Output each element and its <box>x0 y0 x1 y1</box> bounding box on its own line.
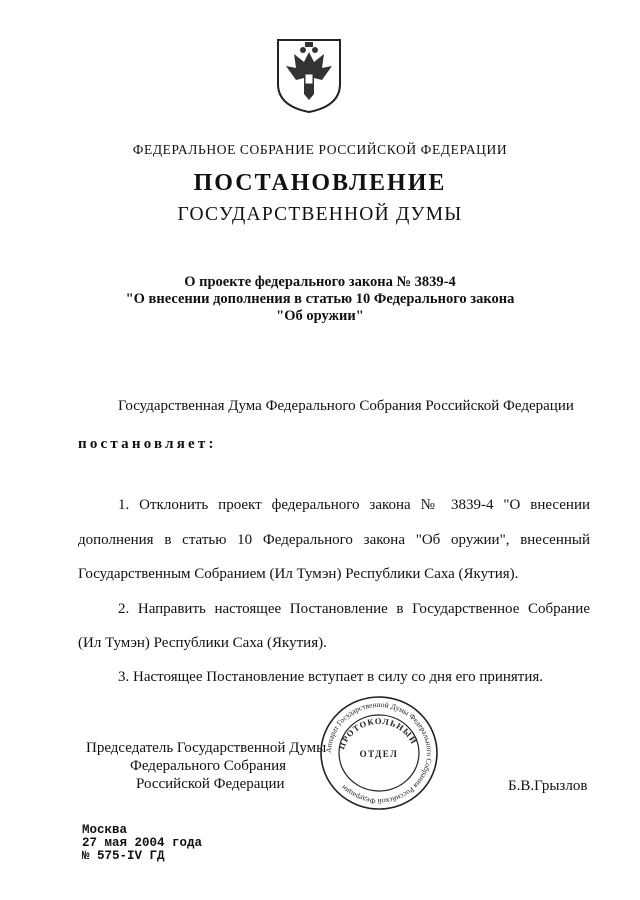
office-stamp <box>318 694 440 812</box>
item-3: 3. Настоящее Постановление вступает в силу со дня его принятия. <box>118 669 544 685</box>
signature-title-line-3: Российской Федерации <box>136 776 285 792</box>
subject-line-2: "О внесении дополнения в статью 10 Федерального закона <box>125 291 515 307</box>
stamp-center-text: ОТДЕЛ <box>359 749 399 759</box>
item-1-line-2: дополнения в статью 10 Федерального закона "Об оружии", внесенный <box>78 532 590 548</box>
subject-line-1: О проекте федерального закона № 3839-4 <box>184 274 456 290</box>
signatory-name: Б.В.Грызлов <box>508 778 588 794</box>
city: Москва <box>82 823 128 837</box>
document-type: ПОСТАНОВЛЕНИЕ <box>193 170 447 196</box>
item-2-line-2: (Ил Тумэн) Республики Саха (Якутия). <box>78 635 327 651</box>
preamble: Государственная Дума Федерального Собрания Российской Федерации <box>118 398 574 414</box>
coat-of-arms-icon <box>274 36 344 114</box>
document-number: № 575-IV ГД <box>82 849 165 863</box>
date: 27 мая 2004 года <box>82 836 203 850</box>
decides-word: постановляет: <box>78 436 217 452</box>
stamp-top-text: ПРОТОКОЛЬНЫЙ <box>336 715 420 751</box>
signature-title-line-1: Председатель Государственной Думы <box>86 740 327 756</box>
item-2-line-1: 2. Направить настоящее Постановление в Государственное Собрание <box>118 601 590 617</box>
item-1-line-1: 1. Отклонить проект федерального закона № 3839-4 "О внесении <box>118 497 590 513</box>
assembly-title: ФЕДЕРАЛЬНОЕ СОБРАНИЕ РОССИЙСКОЙ ФЕДЕРАЦИИ <box>132 142 508 157</box>
subject-line-3: "Об оружии" <box>276 308 364 324</box>
issuer-title: ГОСУДАРСТВЕННОЙ ДУМЫ <box>177 204 463 225</box>
stamp-ring-text: Аппарат Государственной Думы Федерального Собрания Российской Федерации <box>323 699 435 807</box>
signature-title-line-2: Федерального Собрания <box>130 758 287 774</box>
svg-text:ПРОТОКОЛЬНЫЙ <box>336 716 419 751</box>
item-1-line-3: Государственным Собранием (Ил Тумэн) Республики Саха (Якутия). <box>78 566 519 582</box>
